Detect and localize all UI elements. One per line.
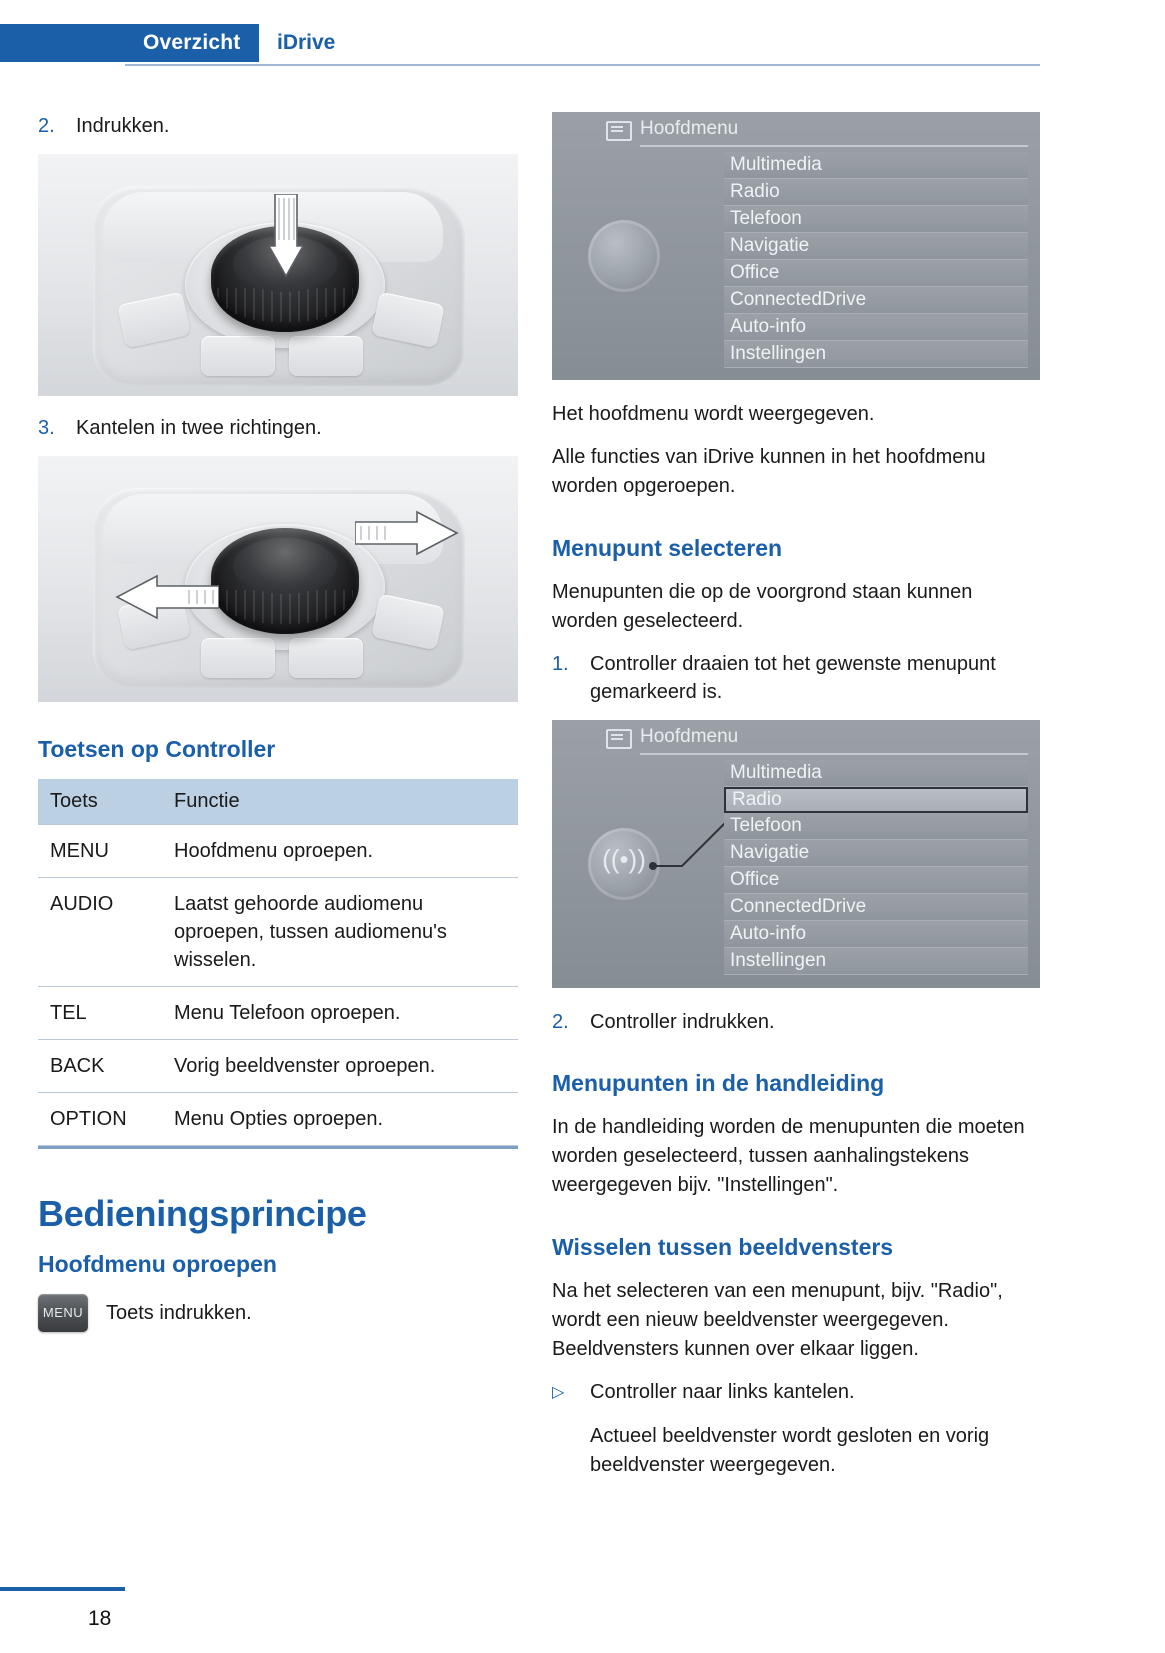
menu-key-instruction (38, 1294, 518, 1332)
table-row (38, 878, 518, 987)
table-cell-function: Menu Opties oproepen. (162, 1093, 518, 1146)
table-cell-key: OPTION (38, 1093, 162, 1146)
page-header (0, 0, 1165, 62)
table-cell-key: BACK (38, 1040, 162, 1093)
menu-item-radio[interactable]: Radio (724, 787, 1028, 813)
table-header-functie: Functie (162, 779, 518, 825)
idrive-title-bar (552, 720, 1040, 754)
arrow-down-icon (269, 194, 303, 280)
console-button-bottom-right (289, 336, 363, 376)
idrive-screen-main-menu (552, 112, 1040, 380)
rotate-glyph: ((•)) (602, 844, 646, 874)
menu-item-telefoon[interactable]: Telefoon (724, 206, 1028, 233)
paragraph-window-closed: Actueel beeldvenster wordt gesloten en vorig beeldvenster weergegeven. (590, 1425, 990, 1476)
bullet-marker: ▷ (552, 1384, 565, 1401)
section-title-menupunt-selecteren: Menupunt selecteren (552, 535, 783, 561)
controller-glyph-icon (588, 220, 660, 292)
idrive-title-divider (640, 145, 1028, 147)
step-number: 2. (38, 115, 55, 137)
table-cell-function: Hoofdmenu oproepen. (162, 825, 518, 878)
arrow-right-icon (355, 510, 459, 556)
console-button-bottom-left (201, 336, 275, 376)
menu-item-auto-info[interactable]: Auto-info (724, 314, 1028, 341)
table-bottom-divider (38, 1146, 518, 1149)
center-console (93, 488, 465, 688)
table-header-toets: Toets (38, 779, 162, 825)
paragraph-new-window: Na het selecteren van een menupunt, bijv. "Radio", wordt een nieuw beeldvenster weergegeven. Beeldvensters kunnen over elkaar liggen. (552, 1280, 1003, 1360)
step-number: 2. (552, 1011, 569, 1033)
step-1-rotate (552, 650, 1040, 706)
chapter-title-bedieningsprincipe: Bedieningsprincipe (38, 1193, 367, 1234)
table-cell-key: MENU (38, 825, 162, 878)
footer-divider (0, 1587, 125, 1591)
menu-item-telefoon[interactable]: Telefoon (724, 813, 1028, 840)
table-cell-function: Laatst gehoorde audiomenu oproepen, tussen audiomenu's wisselen. (162, 878, 518, 987)
step-number: 3. (38, 417, 55, 439)
menu-item-auto-info[interactable]: Auto-info (724, 921, 1028, 948)
header-divider (125, 64, 1040, 66)
header-blue-block (0, 24, 125, 62)
idrive-title-bar (552, 112, 1040, 146)
step-number: 1. (552, 653, 569, 675)
step-text: Indrukken. (76, 115, 170, 137)
console-button-right (371, 594, 445, 651)
table-cell-function: Menu Telefoon oproepen. (162, 987, 518, 1040)
table-cell-key: TEL (38, 987, 162, 1040)
step-2-press-controller (552, 1008, 1040, 1036)
console-button-right (371, 292, 445, 349)
menu-button-icon[interactable]: MENU (38, 1294, 88, 1332)
paragraph-all-functions: Alle functies van iDrive kunnen in het hoofdmenu worden opgeroepen. (552, 446, 986, 497)
knob-ridges (217, 590, 353, 624)
idrive-title-divider (640, 753, 1028, 755)
menu-item-navigatie[interactable]: Navigatie (724, 233, 1028, 260)
section-title-wisselen-beeldvensters: Wisselen tussen beeldvensters (552, 1234, 894, 1260)
header-tab-overzicht[interactable]: Overzicht (125, 24, 259, 62)
callout-pointer-line (648, 816, 728, 870)
step-text: Controller draaien tot het gewenste menupunt gemarkeerd is. (590, 653, 996, 703)
arrow-left-icon (115, 574, 219, 620)
section-title-hoofdmenu-oproepen: Hoofdmenu oproepen (38, 1251, 277, 1277)
menu-item-instellingen[interactable]: Instellingen (724, 948, 1028, 975)
menu-item-multimedia[interactable]: Multimedia (724, 760, 1028, 787)
console-button-bottom-right (289, 638, 363, 678)
idrive-title-text: Hoofdmenu (640, 726, 739, 747)
menu-key-instruction-text: Toets indrukken. (106, 1301, 252, 1324)
header-section-idrive[interactable]: iDrive (277, 31, 336, 54)
paragraph-main-menu-shown: Het hoofdmenu wordt weergegeven. (552, 403, 875, 425)
table-header-row (38, 779, 518, 825)
controller-press-illustration (38, 154, 518, 396)
center-console (93, 186, 465, 386)
step-text: Controller indrukken. (590, 1011, 775, 1033)
paragraph-foreground-items: Menupunten die op de voorgrond staan kunnen worden geselecteerd. (552, 581, 973, 632)
menu-item-navigatie[interactable]: Navigatie (724, 840, 1028, 867)
idrive-screen-main-menu-radio-selected (552, 720, 1040, 988)
step-2-press (38, 112, 518, 140)
left-column (38, 112, 518, 1332)
console-button-bottom-left (201, 638, 275, 678)
idrive-controller-knob (211, 528, 359, 634)
table-cell-function: Vorig beeldvenster oproepen. (162, 1040, 518, 1093)
step-text: Kantelen in twee richtingen. (76, 417, 322, 439)
menu-item-radio[interactable]: Radio (724, 179, 1028, 206)
table-cell-key: AUDIO (38, 878, 162, 987)
console-button-left (117, 292, 191, 349)
section-title-menupunten-handleiding: Menupunten in de handleiding (552, 1070, 885, 1096)
menu-item-office[interactable]: Office (724, 867, 1028, 894)
paragraph-quotes-convention: In de handleiding worden de menupunten die moeten worden geselecteerd, tussen aanhalingstekens weergegeven bijv. "Instellingen". (552, 1116, 1025, 1196)
menu-item-multimedia[interactable]: Multimedia (724, 152, 1028, 179)
menu-item-office[interactable]: Office (724, 260, 1028, 287)
knob-ridges (217, 288, 353, 322)
table-row (38, 987, 518, 1040)
bullet-text: Controller naar links kantelen. (590, 1381, 855, 1403)
menu-item-instellingen[interactable]: Instellingen (724, 341, 1028, 368)
step-3-tilt (38, 414, 518, 442)
controller-tilt-illustration (38, 456, 518, 702)
page-number: 18 (88, 1607, 112, 1630)
section-title-toetsen: Toetsen op Controller (38, 736, 276, 762)
menu-list-icon (606, 729, 632, 749)
table-row (38, 1040, 518, 1093)
table-row (38, 1093, 518, 1146)
idrive-menu-list (724, 760, 1028, 975)
menu-list-icon (606, 121, 632, 141)
idrive-menu-list (724, 152, 1028, 368)
bullet-tilt-left (552, 1378, 1040, 1408)
menu-item-connecteddrive[interactable]: ConnectedDrive (724, 287, 1028, 314)
menu-item-connecteddrive[interactable]: ConnectedDrive (724, 894, 1028, 921)
idrive-title-text: Hoofdmenu (640, 118, 739, 139)
table-row (38, 825, 518, 878)
controller-keys-table (38, 779, 518, 1146)
right-column (552, 112, 1040, 1494)
